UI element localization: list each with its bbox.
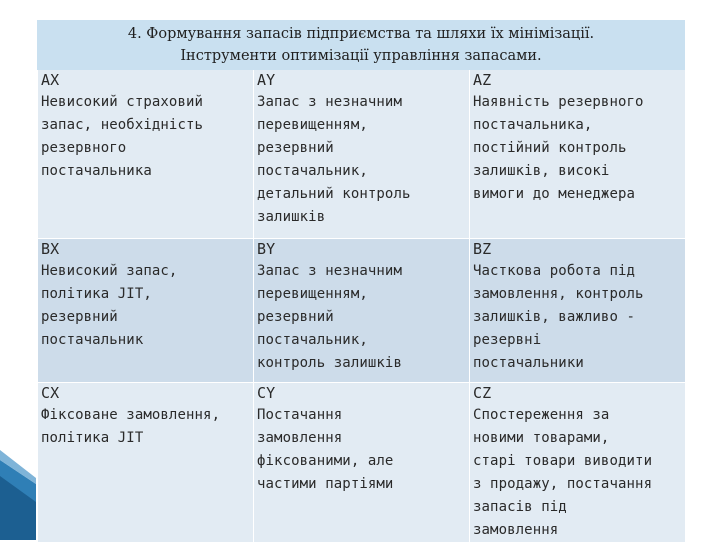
cell-code: BX xyxy=(41,239,251,260)
cell-cz xyxy=(470,383,686,542)
cell-code: CX xyxy=(41,383,251,404)
cell-description: Часткова робота під замовлення, контроль залишків, важливо - резервні постачальники xyxy=(473,260,683,375)
cell-ay xyxy=(254,70,470,239)
cell-description: Спостереження за новими товарами, старі товари виводити з продажу, постачання запасів під замовлення xyxy=(473,404,683,542)
cell-description: Запас з незначним перевищенням, резервний постачальник, контроль залишків xyxy=(257,260,467,375)
cell-code: AX xyxy=(41,70,251,91)
cell-description: Невисокий запас, політика JIT, резервний постачальник xyxy=(41,260,251,352)
cell-description: Постачання замовлення фіксованими, але частими партіями xyxy=(257,404,467,496)
header-title-line-2: Інструменти оптимізації управління запасами. xyxy=(37,45,685,67)
cell-bx xyxy=(38,239,254,383)
table-row-c xyxy=(38,383,686,542)
cell-description: Наявність резервного постачальника, постійний контроль залишків, високі вимоги до менеджера xyxy=(473,91,683,206)
cell-bz xyxy=(470,239,686,383)
abc-xyz-matrix-table xyxy=(37,70,686,542)
cell-code: CY xyxy=(257,383,467,404)
header-title-line-1: 4. Формування запасів підприємства та шляхи їх мінімізації. xyxy=(37,23,685,45)
cell-cx xyxy=(38,383,254,542)
cell-cy xyxy=(254,383,470,542)
slide-header xyxy=(37,20,685,70)
cell-by xyxy=(254,239,470,383)
cell-code: BZ xyxy=(473,239,683,260)
cell-description: Запас з незначним перевищенням, резервний постачальник, детальний контроль залишків xyxy=(257,91,467,229)
table-row-a xyxy=(38,70,686,239)
cell-code: AY xyxy=(257,70,467,91)
cell-code: CZ xyxy=(473,383,683,404)
cell-ax xyxy=(38,70,254,239)
decorative-corner-accent xyxy=(0,450,36,540)
cell-code: BY xyxy=(257,239,467,260)
cell-code: AZ xyxy=(473,70,683,91)
cell-description: Фіксоване замовлення, політика JIT xyxy=(41,404,251,450)
table-row-b xyxy=(38,239,686,383)
cell-description: Невисокий страховий запас, необхідність резервного постачальника xyxy=(41,91,251,183)
cell-az xyxy=(470,70,686,239)
